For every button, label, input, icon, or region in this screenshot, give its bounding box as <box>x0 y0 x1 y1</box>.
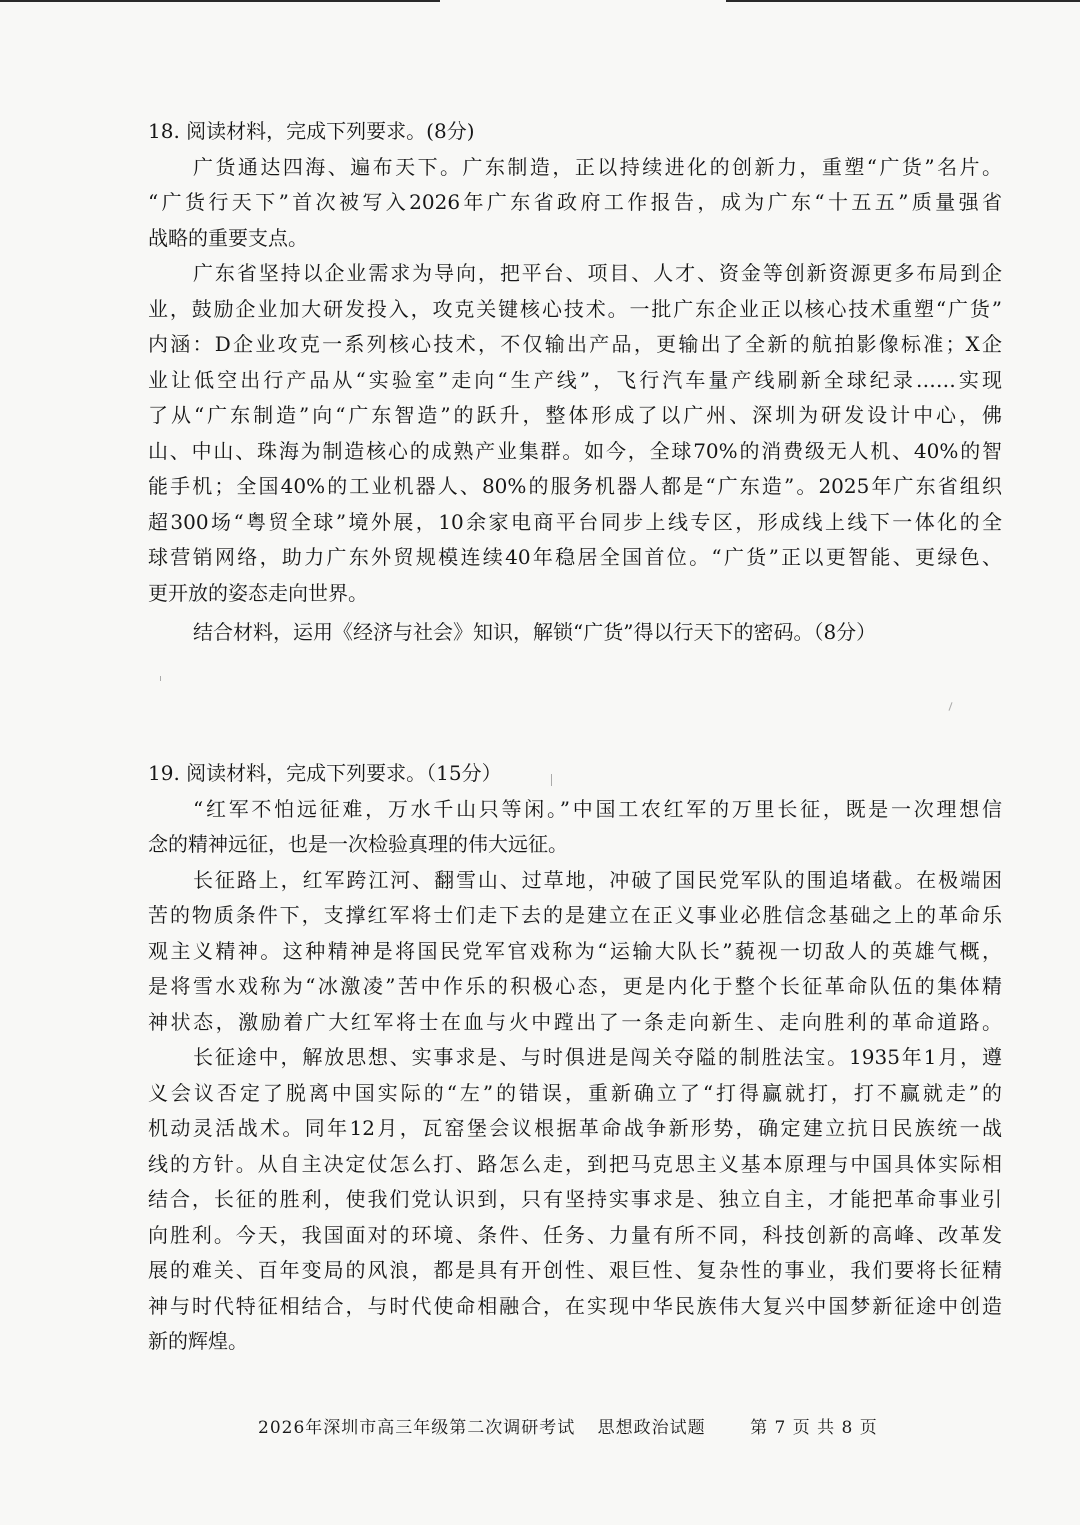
text-line: 业，鼓励企业加大研发投入，攻克关键核心技术。一批广东企业正以核心技术重塑“广货” <box>148 296 1002 321</box>
scan-edge-right <box>726 0 1080 2</box>
text-line: 内涵：D企业攻克一系列核心技术，不仅输出产品，更输出了全新的航拍影像标准；X企 <box>148 332 1002 356</box>
material-paragraph <box>148 863 1002 1041</box>
text-line: 超300场“粤贸全球”境外展，10余家电商平台同步上线专区，形成线上线下一体化的全 <box>148 509 1002 534</box>
text-line: 广货通达四海、遍布天下。广东制造，正以持续进化的创新力，重塑“广货”名片。 <box>193 154 1002 179</box>
text-line: 结合，长征的胜利，使我们党认识到，只有坚持实事求是、独立自主，才能把革命事业引 <box>148 1187 1002 1211</box>
text-line: 能手机；全国40%的工业机器人、80%的服务机器人都是“广东造”。2025年广东省组织 <box>148 474 1002 498</box>
text-line: 线的方针。从自主决定仗怎么打、路怎么走，到把马克思主义基本原理与中国具体实际相 <box>148 1151 1002 1176</box>
text-line: 义会议否定了脱离中国实际的“左”的错误，重新确立了“打得赢就打，打不赢就走”的 <box>148 1080 1002 1105</box>
text-line: 是将雪水戏称为“冰激凌”苦中作乐的积极心态，更是内化于整个长征革命队伍的集体精 <box>148 974 1002 998</box>
page-footer <box>258 1414 878 1442</box>
text-line: 长征路上，红军跨江河、翻雪山、过草地，冲破了国民党军队的围追堵截。在极端困 <box>193 867 1002 892</box>
scan-edge-left <box>0 0 440 2</box>
question-heading: 18. 阅读材料，完成下列要求。(8分) <box>148 119 475 143</box>
scan-speck <box>160 676 161 681</box>
text-line: 苦的物质条件下，支撑红军将士们走下去的是建立在正义事业必胜信念基础之上的革命乐 <box>148 903 1002 927</box>
material-paragraph <box>148 256 1002 611</box>
text-line: “广货行天下”首次被写入2026年广东省政府工作报告，成为广东“十五五”质量强省 <box>148 190 1002 214</box>
question-heading: 19. 阅读材料，完成下列要求。（15分） <box>148 761 502 785</box>
text-line: 观主义精神。这种精神是将国民党军官戏称为“运输大队长”藐视一切敌人的英雄气概， <box>148 938 1002 963</box>
text-line: 长征途中，解放思想、实事求是、与时俱进是闯关夺隘的制胜法宝。1935年1月，遵 <box>193 1045 1002 1069</box>
text-line: 神与时代特征相结合，与时代使命相融合，在实现中华民族伟大复兴中国梦新征途中创造 <box>148 1293 1002 1318</box>
text-line: 了从“广东制造”向“广东智造”的跃升，整体形成了以广州、深圳为研发设计中心，佛 <box>148 403 1002 427</box>
text-line: “红军不怕远征难，万水千山只等闲。”中国工农红军的万里长征，既是一次理想信 <box>193 796 1002 821</box>
text-line: 业让低空出行产品从“实验室”走向“生产线”，飞行汽车量产线刷新全球纪录……实现 <box>148 367 1002 392</box>
text-line: 战略的重要支点。 <box>148 225 308 250</box>
question-18 <box>148 114 1002 651</box>
material-paragraph <box>148 792 1002 863</box>
text-line: 向胜利。今天，我国面对的环境、条件、任务、力量有所不同，科技创新的高峰、改革发 <box>148 1222 1002 1247</box>
material-paragraph <box>148 150 1002 257</box>
footer-exam-title: 2026年深圳市高三年级第二次调研考试 <box>258 1418 576 1438</box>
question-19 <box>148 756 1002 1360</box>
text-line: 广东省坚持以企业需求为导向，把平台、项目、人才、资金等创新资源更多布局到企 <box>193 261 1002 285</box>
footer-subject: 思想政治试题 <box>597 1418 706 1438</box>
footer-page-number: 第 7 页 共 8 页 <box>750 1418 878 1438</box>
text-line: 更开放的姿态走向世界。 <box>148 580 368 605</box>
text-line: 展的难关、百年变局的风浪，都是具有开创性、艰巨性、复杂性的事业，我们要将长征精 <box>148 1258 1002 1282</box>
scan-speck <box>948 702 952 711</box>
text-line: 念的精神远征，也是一次检验真理的伟大远征。 <box>148 832 568 856</box>
material-paragraph <box>148 1040 1002 1360</box>
text-line: 山、中山、珠海为制造核心的成熟产业集群。如今，全球70%的消费级无人机、40%的智 <box>148 438 1002 463</box>
task-prompt: 结合材料，运用《经济与社会》知识，解锁“广货”得以行天下的密码。（8分） <box>193 620 877 644</box>
text-line: 新的辉煌。 <box>148 1329 248 1353</box>
text-line: 神状态，激励着广大红军将士在血与火中蹚出了一条走向新生、走向胜利的革命道路。 <box>148 1009 1002 1034</box>
text-line: 球营销网络，助力广东外贸规模连续40年稳居全国首位。“广货”正以更智能、更绿色、 <box>148 545 1002 569</box>
text-line: 机动灵活战术。同年12月，瓦窑堡会议根据革命战争新形势，确定建立抗日民族统一战 <box>148 1116 1002 1140</box>
